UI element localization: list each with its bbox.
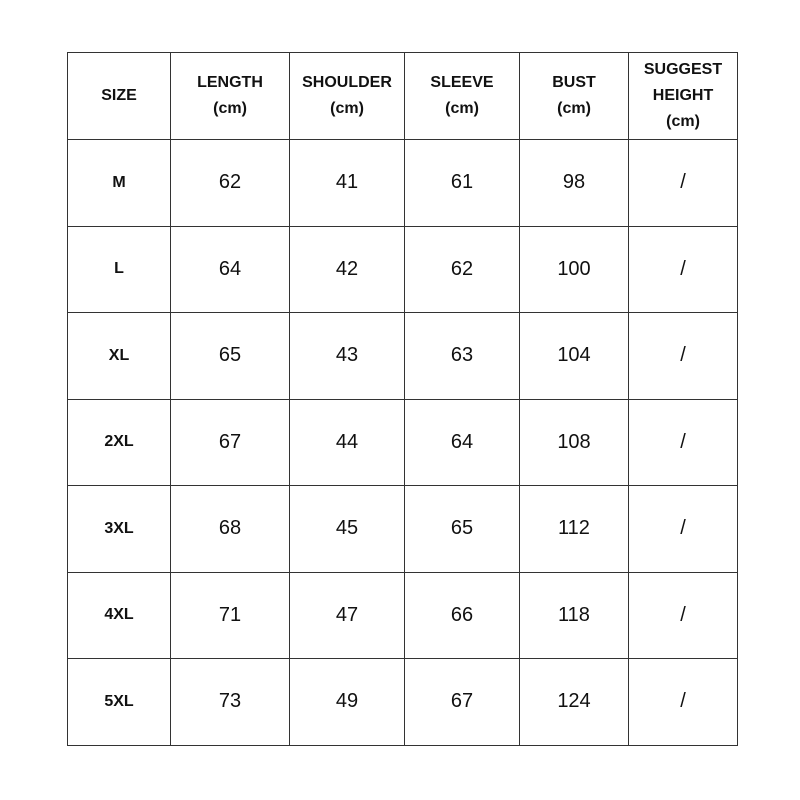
table-row: [68, 399, 738, 486]
suggest-height-cell: /: [629, 659, 738, 746]
size-cell: 4XL: [68, 572, 171, 659]
shoulder-cell: 43: [290, 313, 405, 400]
length-cell: 67: [171, 399, 290, 486]
length-cell: 73: [171, 659, 290, 746]
table-row: [68, 572, 738, 659]
size-chart-table: [67, 52, 738, 746]
table-row: [68, 659, 738, 746]
size-cell: XL: [68, 313, 171, 400]
sleeve-cell: 63: [405, 313, 520, 400]
header-length: LENGTH (cm): [171, 53, 290, 140]
size-cell: 2XL: [68, 399, 171, 486]
shoulder-cell: 42: [290, 226, 405, 313]
shoulder-cell: 49: [290, 659, 405, 746]
table-row: [68, 486, 738, 573]
suggest-height-cell: /: [629, 486, 738, 573]
shoulder-cell: 45: [290, 486, 405, 573]
header-bust: BUST (cm): [520, 53, 629, 140]
bust-cell: 112: [520, 486, 629, 573]
sleeve-cell: 66: [405, 572, 520, 659]
header-row: [68, 53, 738, 140]
table-row: [68, 140, 738, 227]
header-suggest-height: SUGGEST HEIGHT (cm): [629, 53, 738, 140]
table-row: [68, 313, 738, 400]
size-cell: M: [68, 140, 171, 227]
length-cell: 65: [171, 313, 290, 400]
bust-cell: 118: [520, 572, 629, 659]
shoulder-cell: 44: [290, 399, 405, 486]
suggest-height-cell: /: [629, 572, 738, 659]
bust-cell: 124: [520, 659, 629, 746]
bust-cell: 98: [520, 140, 629, 227]
header-sleeve: SLEEVE (cm): [405, 53, 520, 140]
bust-cell: 108: [520, 399, 629, 486]
suggest-height-cell: /: [629, 140, 738, 227]
sleeve-cell: 62: [405, 226, 520, 313]
length-cell: 71: [171, 572, 290, 659]
shoulder-cell: 47: [290, 572, 405, 659]
header-shoulder: SHOULDER (cm): [290, 53, 405, 140]
sleeve-cell: 67: [405, 659, 520, 746]
shoulder-cell: 41: [290, 140, 405, 227]
length-cell: 68: [171, 486, 290, 573]
suggest-height-cell: /: [629, 399, 738, 486]
table-row: [68, 226, 738, 313]
header-size: SIZE: [68, 53, 171, 140]
suggest-height-cell: /: [629, 226, 738, 313]
size-cell: 3XL: [68, 486, 171, 573]
bust-cell: 100: [520, 226, 629, 313]
suggest-height-cell: /: [629, 313, 738, 400]
sleeve-cell: 64: [405, 399, 520, 486]
bust-cell: 104: [520, 313, 629, 400]
sleeve-cell: 65: [405, 486, 520, 573]
length-cell: 62: [171, 140, 290, 227]
sleeve-cell: 61: [405, 140, 520, 227]
size-cell: 5XL: [68, 659, 171, 746]
length-cell: 64: [171, 226, 290, 313]
size-cell: L: [68, 226, 171, 313]
